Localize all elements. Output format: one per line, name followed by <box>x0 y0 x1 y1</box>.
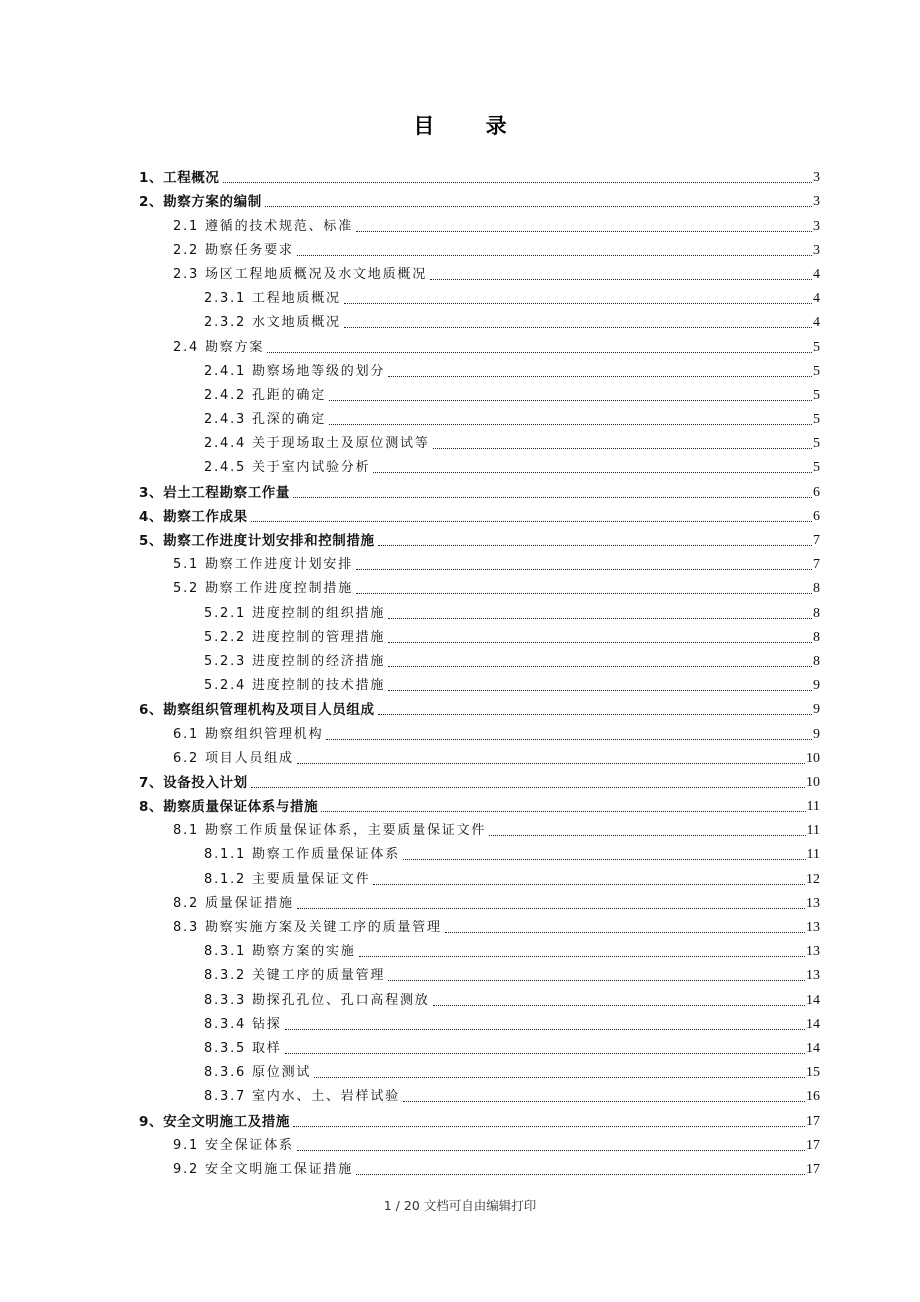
toc-entry-label: 5、勘察工作进度计划安排和控制措施 <box>139 533 375 549</box>
toc-entry-page-number: 9 <box>813 702 820 718</box>
toc-entry-page-number: 10 <box>806 774 820 790</box>
toc-entry-label: 8.3.4 钻探 <box>204 1016 282 1032</box>
toc-dot-leader <box>356 1174 805 1175</box>
toc-dot-leader <box>356 569 812 570</box>
toc-entry-level-2[interactable] <box>139 719 820 743</box>
toc-entry-label: 5.2 勘察工作进度控制措施 <box>173 581 354 597</box>
toc-entry-page-number: 3 <box>813 194 820 210</box>
toc-entry-label: 2.3.1 工程地质概况 <box>204 291 341 307</box>
toc-entry-level-3[interactable] <box>139 357 820 381</box>
toc-entry-level-2[interactable] <box>139 574 820 598</box>
toc-entry-level-1[interactable] <box>139 695 820 719</box>
toc-dot-leader <box>356 593 812 594</box>
toc-dot-leader <box>314 1077 805 1078</box>
toc-entry-page-number: 8 <box>813 629 820 645</box>
toc-entry-level-1[interactable] <box>139 1106 820 1130</box>
toc-entry-label: 5.1 勘察工作进度计划安排 <box>173 557 354 573</box>
toc-entry-label: 8.3.1 勘察方案的实施 <box>204 944 356 960</box>
toc-entry-label: 8.3.2 关键工序的质量管理 <box>204 968 386 984</box>
toc-entry-page-number: 4 <box>813 291 820 307</box>
toc-entry-page-number: 8 <box>813 581 820 597</box>
toc-entry-page-number: 3 <box>813 170 820 186</box>
toc-entry-label: 2.4.4 关于现场取土及原位测试等 <box>204 436 430 452</box>
toc-dot-leader <box>285 1029 805 1030</box>
toc-dot-leader <box>388 666 812 667</box>
toc-entry-label: 2.1 遵循的技术规范、标准 <box>173 218 354 234</box>
toc-entry-label: 5.2.1 进度控制的组织措施 <box>204 605 386 621</box>
toc-entry-level-3[interactable] <box>139 598 820 622</box>
toc-entry-page-number: 10 <box>806 750 820 766</box>
toc-entry-label: 8.1.1 勘察工作质量保证体系 <box>204 847 401 863</box>
toc-entry-label: 7、设备投入计划 <box>139 774 248 791</box>
toc-entry-page-number: 14 <box>806 1040 820 1056</box>
toc-entry-level-1[interactable] <box>139 768 820 792</box>
toc-entry-level-3[interactable] <box>139 647 820 671</box>
toc-entry-page-number: 17 <box>806 1137 820 1153</box>
toc-dot-leader <box>445 932 805 933</box>
toc-entry-page-number: 12 <box>806 871 820 887</box>
toc-entry-level-3[interactable] <box>139 405 820 429</box>
toc-dot-leader <box>251 521 812 522</box>
toc-entry-label: 2.4 勘察方案 <box>173 339 265 355</box>
toc-entry-level-3[interactable] <box>139 1058 820 1082</box>
toc-entry-page-number: 8 <box>813 605 820 621</box>
toc-entry-level-1[interactable] <box>139 792 820 816</box>
toc-entry-level-2[interactable] <box>139 816 820 840</box>
toc-entry-level-2[interactable] <box>139 1131 820 1155</box>
toc-entry-level-2[interactable] <box>139 211 820 235</box>
toc-entry-label: 6、勘察组织管理机构及项目人员组成 <box>139 702 375 719</box>
toc-entry-label: 9、安全文明施工及措施 <box>139 1113 290 1130</box>
toc-dot-leader <box>285 1053 805 1054</box>
toc-entry-page-number: 4 <box>813 315 820 331</box>
toc-dot-leader <box>489 835 805 836</box>
toc-entry-page-number: 7 <box>813 557 820 573</box>
toc-entry-page-number: 6 <box>813 508 820 524</box>
toc-entry-level-2[interactable] <box>139 889 820 913</box>
toc-entry-page-number: 5 <box>813 460 820 476</box>
toc-entry-page-number: 15 <box>806 1065 820 1081</box>
toc-entry-page-number: 13 <box>806 944 820 960</box>
toc-entry-level-3[interactable] <box>139 284 820 308</box>
toc-entry-page-number: 17 <box>806 1113 820 1129</box>
toc-dot-leader <box>373 472 812 473</box>
toc-dot-leader <box>388 642 812 643</box>
toc-entry-level-3[interactable] <box>139 864 820 888</box>
toc-entry-level-3[interactable] <box>139 1082 820 1106</box>
toc-entry-level-2[interactable] <box>139 550 820 574</box>
toc-entry-page-number: 9 <box>813 726 820 742</box>
toc-entry-level-2[interactable] <box>139 1155 820 1179</box>
toc-entry-level-3[interactable] <box>139 1034 820 1058</box>
toc-entry-label: 2.2 勘察任务要求 <box>173 242 294 258</box>
toc-dot-leader <box>265 206 812 207</box>
toc-entry-label: 2.4.2 孔距的确定 <box>204 387 327 403</box>
toc-dot-leader <box>293 1126 805 1127</box>
toc-entry-level-3[interactable] <box>139 308 820 332</box>
toc-dot-leader <box>433 1005 805 1006</box>
toc-dot-leader <box>359 956 805 957</box>
toc-dot-leader <box>329 400 812 401</box>
toc-dot-leader <box>433 448 812 449</box>
toc-entry-level-3[interactable] <box>139 381 820 405</box>
toc-entry-level-3[interactable] <box>139 671 820 695</box>
toc-entry-page-number: 9 <box>813 678 820 694</box>
toc-entry-level-3[interactable] <box>139 453 820 477</box>
toc-entry-level-2[interactable] <box>139 236 820 260</box>
toc-entry-label: 1、工程概况 <box>139 170 220 187</box>
toc-entry-label: 8.3.5 取样 <box>204 1040 282 1056</box>
toc-entry-level-1[interactable] <box>139 526 820 550</box>
toc-dot-leader <box>403 1101 805 1102</box>
toc-entry-label: 9.2 安全文明施工保证措施 <box>173 1161 354 1177</box>
toc-dot-leader <box>223 182 813 183</box>
toc-entry-label: 9.1 安全保证体系 <box>173 1137 294 1153</box>
toc-entry-level-2[interactable] <box>139 332 820 356</box>
toc-entry-page-number: 4 <box>813 266 820 282</box>
toc-entry-page-number: 13 <box>806 895 820 911</box>
toc-dot-leader <box>403 859 806 860</box>
toc-entry-label: 8.3.6 原位测试 <box>204 1065 312 1081</box>
toc-entry-level-2[interactable] <box>139 260 820 284</box>
toc-entry-page-number: 11 <box>806 823 820 839</box>
toc-entry-level-3[interactable] <box>139 985 820 1009</box>
toc-dot-leader <box>344 327 812 328</box>
toc-entry-label: 2.4.1 勘察场地等级的划分 <box>204 363 386 379</box>
toc-dot-leader <box>251 787 805 788</box>
toc-entry-page-number: 13 <box>806 920 820 935</box>
toc-dot-leader <box>388 980 805 981</box>
toc-dot-leader <box>329 424 812 425</box>
toc-entry-level-1[interactable] <box>139 163 820 187</box>
toc-entry-level-3[interactable] <box>139 429 820 453</box>
toc-entry-label: 5.2.3 进度控制的经济措施 <box>204 653 386 669</box>
toc-entry-page-number: 8 <box>813 653 820 669</box>
toc-dot-leader <box>297 1150 805 1151</box>
toc-entry-level-1[interactable] <box>139 502 820 526</box>
toc-entry-page-number: 5 <box>813 412 820 428</box>
toc-entry-page-number: 5 <box>813 436 820 452</box>
toc-dot-leader <box>344 303 812 304</box>
toc-entry-level-3[interactable] <box>139 961 820 985</box>
toc-dot-leader <box>388 690 812 691</box>
toc-dot-leader <box>297 908 805 909</box>
toc-dot-leader <box>356 231 812 232</box>
table-of-contents <box>139 163 820 1179</box>
toc-entry-level-2[interactable] <box>139 744 820 768</box>
toc-dot-leader <box>378 714 812 715</box>
toc-entry-page-number: 3 <box>813 218 820 234</box>
toc-entry-label: 5.2.4 进度控制的技术措施 <box>204 678 386 694</box>
toc-dot-leader <box>430 279 812 280</box>
toc-entry-label: 6.1 勘察组织管理机构 <box>173 726 324 742</box>
toc-entry-level-1[interactable] <box>139 187 820 211</box>
toc-entry-label: 2、勘察方案的编制 <box>139 194 262 211</box>
toc-entry-page-number: 5 <box>813 363 820 379</box>
toc-entry-label: 8.2 质量保证措施 <box>173 895 294 911</box>
page-title: 目 录 <box>413 114 529 138</box>
toc-entry-label: 4、勘察工作成果 <box>139 508 248 525</box>
toc-entry-page-number: 16 <box>806 1089 820 1105</box>
toc-entry-label: 8.1.2 主要质量保证文件 <box>204 871 371 887</box>
toc-dot-leader <box>378 545 812 546</box>
toc-dot-leader <box>321 811 805 812</box>
toc-entry-page-number: 7 <box>813 533 820 548</box>
toc-entry-label: 2.3 场区工程地质概况及水文地质概况 <box>173 266 428 282</box>
toc-dot-leader <box>388 376 812 377</box>
toc-dot-leader <box>326 739 812 740</box>
toc-entry-level-3[interactable] <box>139 623 820 647</box>
toc-entry-level-3[interactable] <box>139 840 820 864</box>
toc-entry-page-number: 17 <box>806 1161 820 1177</box>
toc-entry-page-number: 5 <box>813 387 820 403</box>
toc-entry-label: 8.1 勘察工作质量保证体系，主要质量保证文件 <box>173 823 487 839</box>
toc-dot-leader <box>388 618 812 619</box>
toc-entry-page-number: 11 <box>806 847 820 863</box>
page-footer: 1 / 20 文档可自由编辑打印 <box>383 1198 537 1213</box>
toc-entry-label: 3、岩土工程勘察工作量 <box>139 484 290 501</box>
toc-entry-label: 2.4.3 孔深的确定 <box>204 412 327 428</box>
toc-entry-page-number: 6 <box>813 484 820 500</box>
toc-dot-leader <box>297 255 812 256</box>
toc-entry-label: 8.3 勘察实施方案及关键工序的质量管理 <box>173 920 442 935</box>
toc-entry-level-2[interactable] <box>139 913 820 937</box>
toc-dot-leader <box>267 352 812 353</box>
toc-entry-level-3[interactable] <box>139 1010 820 1034</box>
toc-entry-page-number: 14 <box>806 992 820 1008</box>
toc-entry-label: 8.3.3 勘探孔孔位、孔口高程测放 <box>204 992 430 1008</box>
toc-dot-leader <box>297 763 805 764</box>
toc-entry-page-number: 13 <box>806 968 820 984</box>
toc-entry-page-number: 11 <box>806 799 820 815</box>
toc-entry-label: 2.4.5 关于室内试验分析 <box>204 460 371 476</box>
toc-entry-level-3[interactable] <box>139 937 820 961</box>
toc-entry-label: 2.3.2 水文地质概况 <box>204 315 341 331</box>
toc-entry-page-number: 14 <box>806 1016 820 1032</box>
toc-entry-page-number: 5 <box>813 339 820 355</box>
toc-entry-level-1[interactable] <box>139 477 820 501</box>
toc-dot-leader <box>293 497 812 498</box>
toc-entry-label: 8、勘察质量保证体系与措施 <box>139 799 319 816</box>
toc-dot-leader <box>373 884 805 885</box>
toc-entry-label: 5.2.2 进度控制的管理措施 <box>204 629 386 645</box>
toc-entry-label: 6.2 项目人员组成 <box>173 750 294 766</box>
toc-entry-label: 8.3.7 室内水、土、岩样试验 <box>204 1089 401 1105</box>
toc-entry-page-number: 3 <box>813 242 820 258</box>
